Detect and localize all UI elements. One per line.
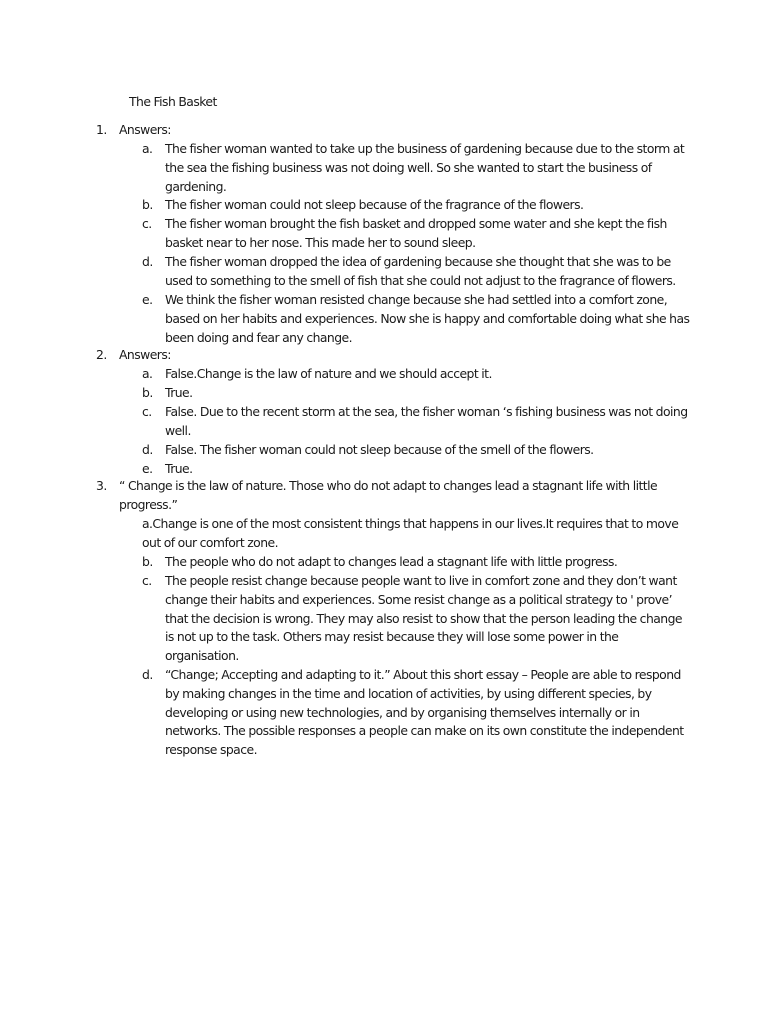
answer-text: The people resist change because people want to live in comfort zone and they don’t want change their habits and experiences. Some resist change as a political strategy to ' prove’ that the decision is wrong. They may also resist to show that the person leading the change is not up to the task. Others may resist because they will lose some power in the organisation.	[165, 573, 682, 664]
document-title: The Fish Basket	[129, 94, 217, 109]
question-number: 2.	[96, 347, 107, 362]
answer-letter: d.	[142, 442, 153, 457]
answer-letter: b.	[142, 197, 153, 212]
answer-letter: c.	[142, 216, 152, 231]
answer-text: False.Change is the law of nature and we should accept it.	[165, 366, 492, 381]
question-heading: Answers:	[119, 122, 171, 137]
answer-letter: d.	[142, 254, 153, 269]
answer-letter: a.	[142, 366, 153, 381]
answer-text: False. The fisher woman could not sleep because of the smell of the flowers.	[165, 442, 594, 457]
answer-letter: e.	[142, 292, 153, 307]
answer-letter: c.	[142, 573, 152, 588]
question-number: 1.	[96, 122, 107, 137]
answer-text: The people who do not adapt to changes lead a stagnant life with little progress.	[165, 554, 618, 569]
answer-text: The fisher woman dropped the idea of gardening because she thought that she was to be used to something to the smell of fish that she could not adjust to the fragrance of flowers.	[165, 254, 676, 288]
answer-text: False. Due to the recent storm at the sea, the fisher woman ‘s fishing business was not doing well.	[165, 404, 688, 438]
question-number: 3.	[96, 478, 107, 493]
answer-letter: b.	[142, 385, 153, 400]
answer-text: The fisher woman brought the fish basket and dropped some water and she kept the fish basket near to her nose. This made her to sound sleep.	[165, 216, 667, 250]
answer-text: “Change; Accepting and adapting to it.” About this short essay – People are able to respond by making changes in the time and location of activities, by using different species, by developing or using new technologies, and by organising themselves internally or in networks. The possible responses a people can make on its own constitute the independent response space.	[165, 667, 684, 758]
answer-text: True.	[165, 385, 193, 400]
question-heading: Answers:	[119, 347, 171, 362]
answer-text: True.	[165, 461, 193, 476]
answer-text: The fisher woman could not sleep because of the fragrance of the flowers.	[165, 197, 584, 212]
answer-letter: e.	[142, 461, 153, 476]
answer-letter: a.	[142, 141, 153, 156]
answer-text: We think the fisher woman resisted change because she had settled into a comfort zone, based on her habits and experiences. Now she is happy and comfortable doing what she has been doing and fear any change.	[165, 292, 690, 345]
question-heading: “ Change is the law of nature. Those who do not adapt to changes lead a stagnant life with little progress.”	[119, 478, 658, 512]
answer-letter: b.	[142, 554, 153, 569]
answer-letter: c.	[142, 404, 152, 419]
answer-text: The fisher woman wanted to take up the business of gardening because due to the storm at the sea the fishing business was not doing well. So she wanted to start the business of gardening.	[165, 141, 685, 194]
answer-letter: d.	[142, 667, 153, 682]
answer-text-inline: a.Change is one of the most consistent things that happens in our lives.It requires that to move out of our comfort zone.	[142, 516, 679, 550]
